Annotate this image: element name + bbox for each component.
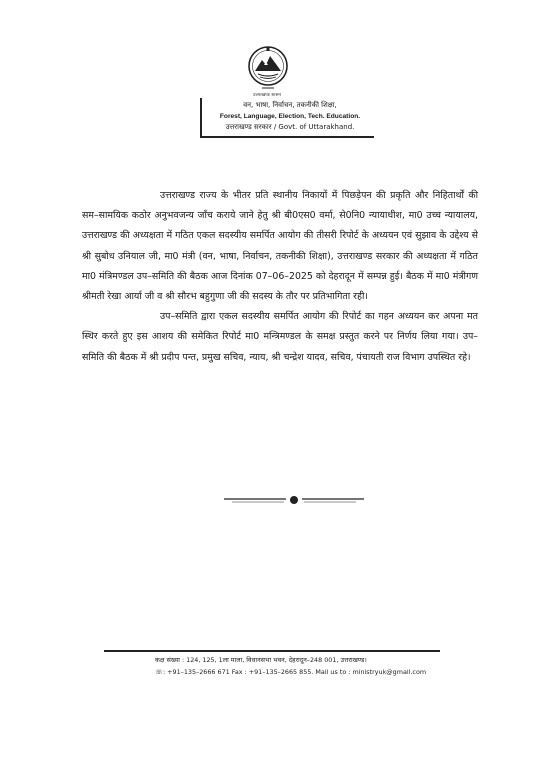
letterhead-department-english: Forest, Language, Election, Tech. Education. [219,113,361,120]
emblem-caption: उत्तराखण्ड शासन [252,93,281,98]
letterhead-government: उत्तराखण्ड सरकार / Govt. of Uttarakhand. [225,123,355,131]
body-paragraph-1: उत्तराखण्ड राज्य के भीतर प्रति स्थानीय निकायों में पिछड़ेपन की प्रकृति और निहितार्थों की सम–सामयिक कठोर अनुभवजन्य जाँच कराये जाने हेतु श्री बी0एस0 वर्मा, से0नि0 न्यायाधीश, मा0 उच्च न्यायालय, उत्तराखण्ड की अध्यक्षता में गठित एकल सदस्यीय समर्पित आयोग की तीसरी रिपोर्ट के अध्ययन एवं सुझाव के उद्देश्य से श्री सुबोध उनियाल जी, मा0 मंत्री (वन, भाषा, निर्वाचन, तकनीकी शिक्षा), उत्तराखण्ड सरकार की अध्यक्षता में गठित मा0 मंत्रिमण्डल उप–समिति की बैठक आज दिनांक 07–06–2025 को देहरादून में सम्पन्न हुई। बैठक में मा0 मंत्रीगण श्रीमती रेखा आर्या जी व श्री सौरभ बहुगुणा जी की सदस्य के तौर पर प्रतिभागिता रही। [82,190,478,303]
footer-address: कक्ष संख्या : 124, 125, 1ला माला, विधानसभा भवन, देहरादून–248 001, उत्तराखण्ड। [155,656,367,664]
uttarakhand-emblem-icon [246,44,290,92]
ornament-divider-icon [224,494,364,506]
body-paragraph-2: उप–समिति द्वारा एकल सदस्यीय समर्पित आयोग की रिपोर्ट का गहन अध्ययन कर अपना मत स्थिर करते हुए इस आशय की समेकित रिपोर्ट मा0 मन्त्रिमण्डल के समक्ष प्रस्तुत करने पर निर्णय लिया गया। उप–समिति की बैठक में श्री प्रदीप पन्त, प्रमुख सचिव, न्याय, श्री चन्द्रेश यादव, सचिव, पंचायती राज विभाग उपस्थित रहे। [82,311,478,363]
letter-body [82,186,478,368]
footer-contact-text: +91–135–2666 671 Fax : +91–135–2665 855. Mail us to : ministryuk@gmail.com [167,668,427,676]
letterhead-department-hindi: वन, भाषा, निर्वाचन, तकनीकी शिक्षा, [243,101,337,109]
letterhead-box [200,98,374,138]
footer-contact [155,666,455,678]
footer [155,654,455,678]
phone-icon: ☏: [155,668,166,676]
footer-divider [104,650,440,652]
